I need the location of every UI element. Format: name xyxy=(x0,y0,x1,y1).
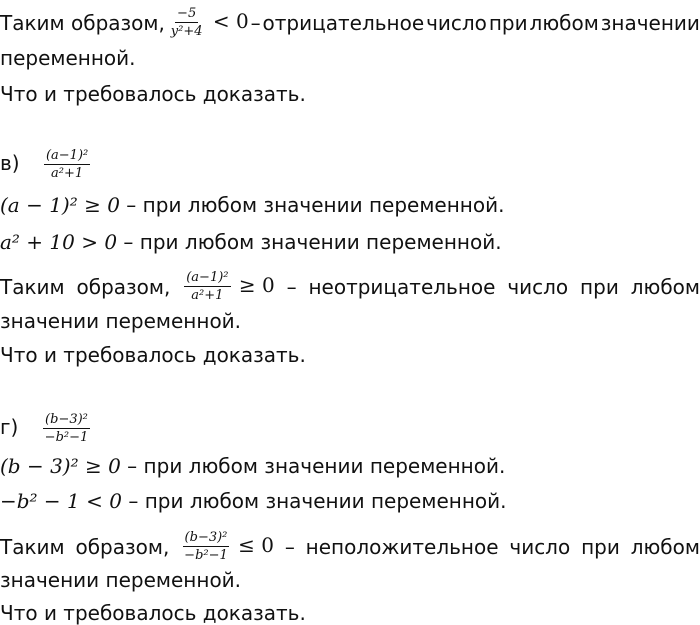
fraction-numerator: (a−1)² xyxy=(186,270,229,285)
word: образом, xyxy=(76,274,171,299)
text-line: значении переменной. xyxy=(0,309,242,333)
word: при xyxy=(488,10,528,35)
math-expression: a² + 10 > 0 xyxy=(0,230,118,254)
math-expression: −b² − 1 < 0 xyxy=(0,489,122,513)
step-text: – при любом значении переменной. xyxy=(120,454,506,478)
fraction xyxy=(182,530,230,563)
proof-complete-line: Что и требовалось доказать. xyxy=(0,601,306,625)
word: образом, xyxy=(75,534,170,559)
relation: ≤ 0 xyxy=(238,533,274,557)
word: – xyxy=(250,10,261,35)
problem-label: г) xyxy=(0,415,19,439)
fraction-numerator: (b−3)² xyxy=(184,530,228,545)
fraction-denominator: a²+1 xyxy=(51,166,84,181)
conclusion-line-b xyxy=(0,6,700,39)
step-text: – при любом значении переменной. xyxy=(121,489,507,513)
word: неотрицательное xyxy=(308,274,496,299)
step-line xyxy=(0,230,700,254)
step-line xyxy=(0,489,700,513)
word: любом xyxy=(529,10,599,35)
fraction-expression xyxy=(167,6,249,39)
fraction-numerator: −5 xyxy=(177,6,197,21)
math-expression: (a − 1)² ≥ 0 xyxy=(0,193,120,217)
word: значении xyxy=(600,10,700,35)
relation: < 0 xyxy=(212,9,249,33)
math-expression: (b − 3)² ≥ 0 xyxy=(0,454,121,478)
step-text: – при любом значении переменной. xyxy=(117,230,502,254)
problem-expression xyxy=(43,412,91,445)
word: Таким xyxy=(0,534,65,559)
conclusion-line-v xyxy=(0,270,700,303)
fraction-expression xyxy=(182,270,274,303)
fraction-expression xyxy=(180,530,274,563)
word: неположительное xyxy=(305,534,499,559)
word: любом xyxy=(630,274,700,299)
fraction-denominator: a²+1 xyxy=(191,288,224,303)
text-line: переменной. xyxy=(0,46,136,70)
fraction-numerator: (b−3)² xyxy=(45,412,88,427)
fraction xyxy=(184,270,230,303)
step-line xyxy=(0,193,700,217)
fraction-denominator: −b²−1 xyxy=(184,548,228,563)
word: Таким xyxy=(0,274,65,299)
step-text: – при любом значении переменной. xyxy=(119,193,505,217)
fraction-denominator: y²+4 xyxy=(170,24,203,39)
text-line: значении переменной. xyxy=(0,568,242,592)
relation: ≥ 0 xyxy=(238,273,275,297)
word: – xyxy=(286,274,297,299)
fraction-numerator: (a−1)² xyxy=(45,148,89,163)
word: при xyxy=(580,274,619,299)
fraction xyxy=(169,6,205,39)
proof-complete-line: Что и требовалось доказать. xyxy=(0,343,306,367)
problem-heading-g xyxy=(0,412,700,445)
conclusion-prefix: Таким образом, xyxy=(0,10,165,35)
word: число xyxy=(509,534,571,559)
problem-heading-v xyxy=(0,148,700,181)
word: при xyxy=(581,534,620,559)
problem-expression xyxy=(44,148,90,181)
word: число xyxy=(507,274,569,299)
word: отрицательное xyxy=(262,10,425,35)
word: – xyxy=(284,534,295,559)
word: число xyxy=(426,10,487,35)
conclusion-line-g xyxy=(0,530,700,563)
problem-label: в) xyxy=(0,151,20,175)
word: любом xyxy=(630,534,700,559)
step-line xyxy=(0,454,700,478)
proof-complete-line: Что и требовалось доказать. xyxy=(0,82,306,106)
fraction-denominator: −b²−1 xyxy=(44,430,89,445)
